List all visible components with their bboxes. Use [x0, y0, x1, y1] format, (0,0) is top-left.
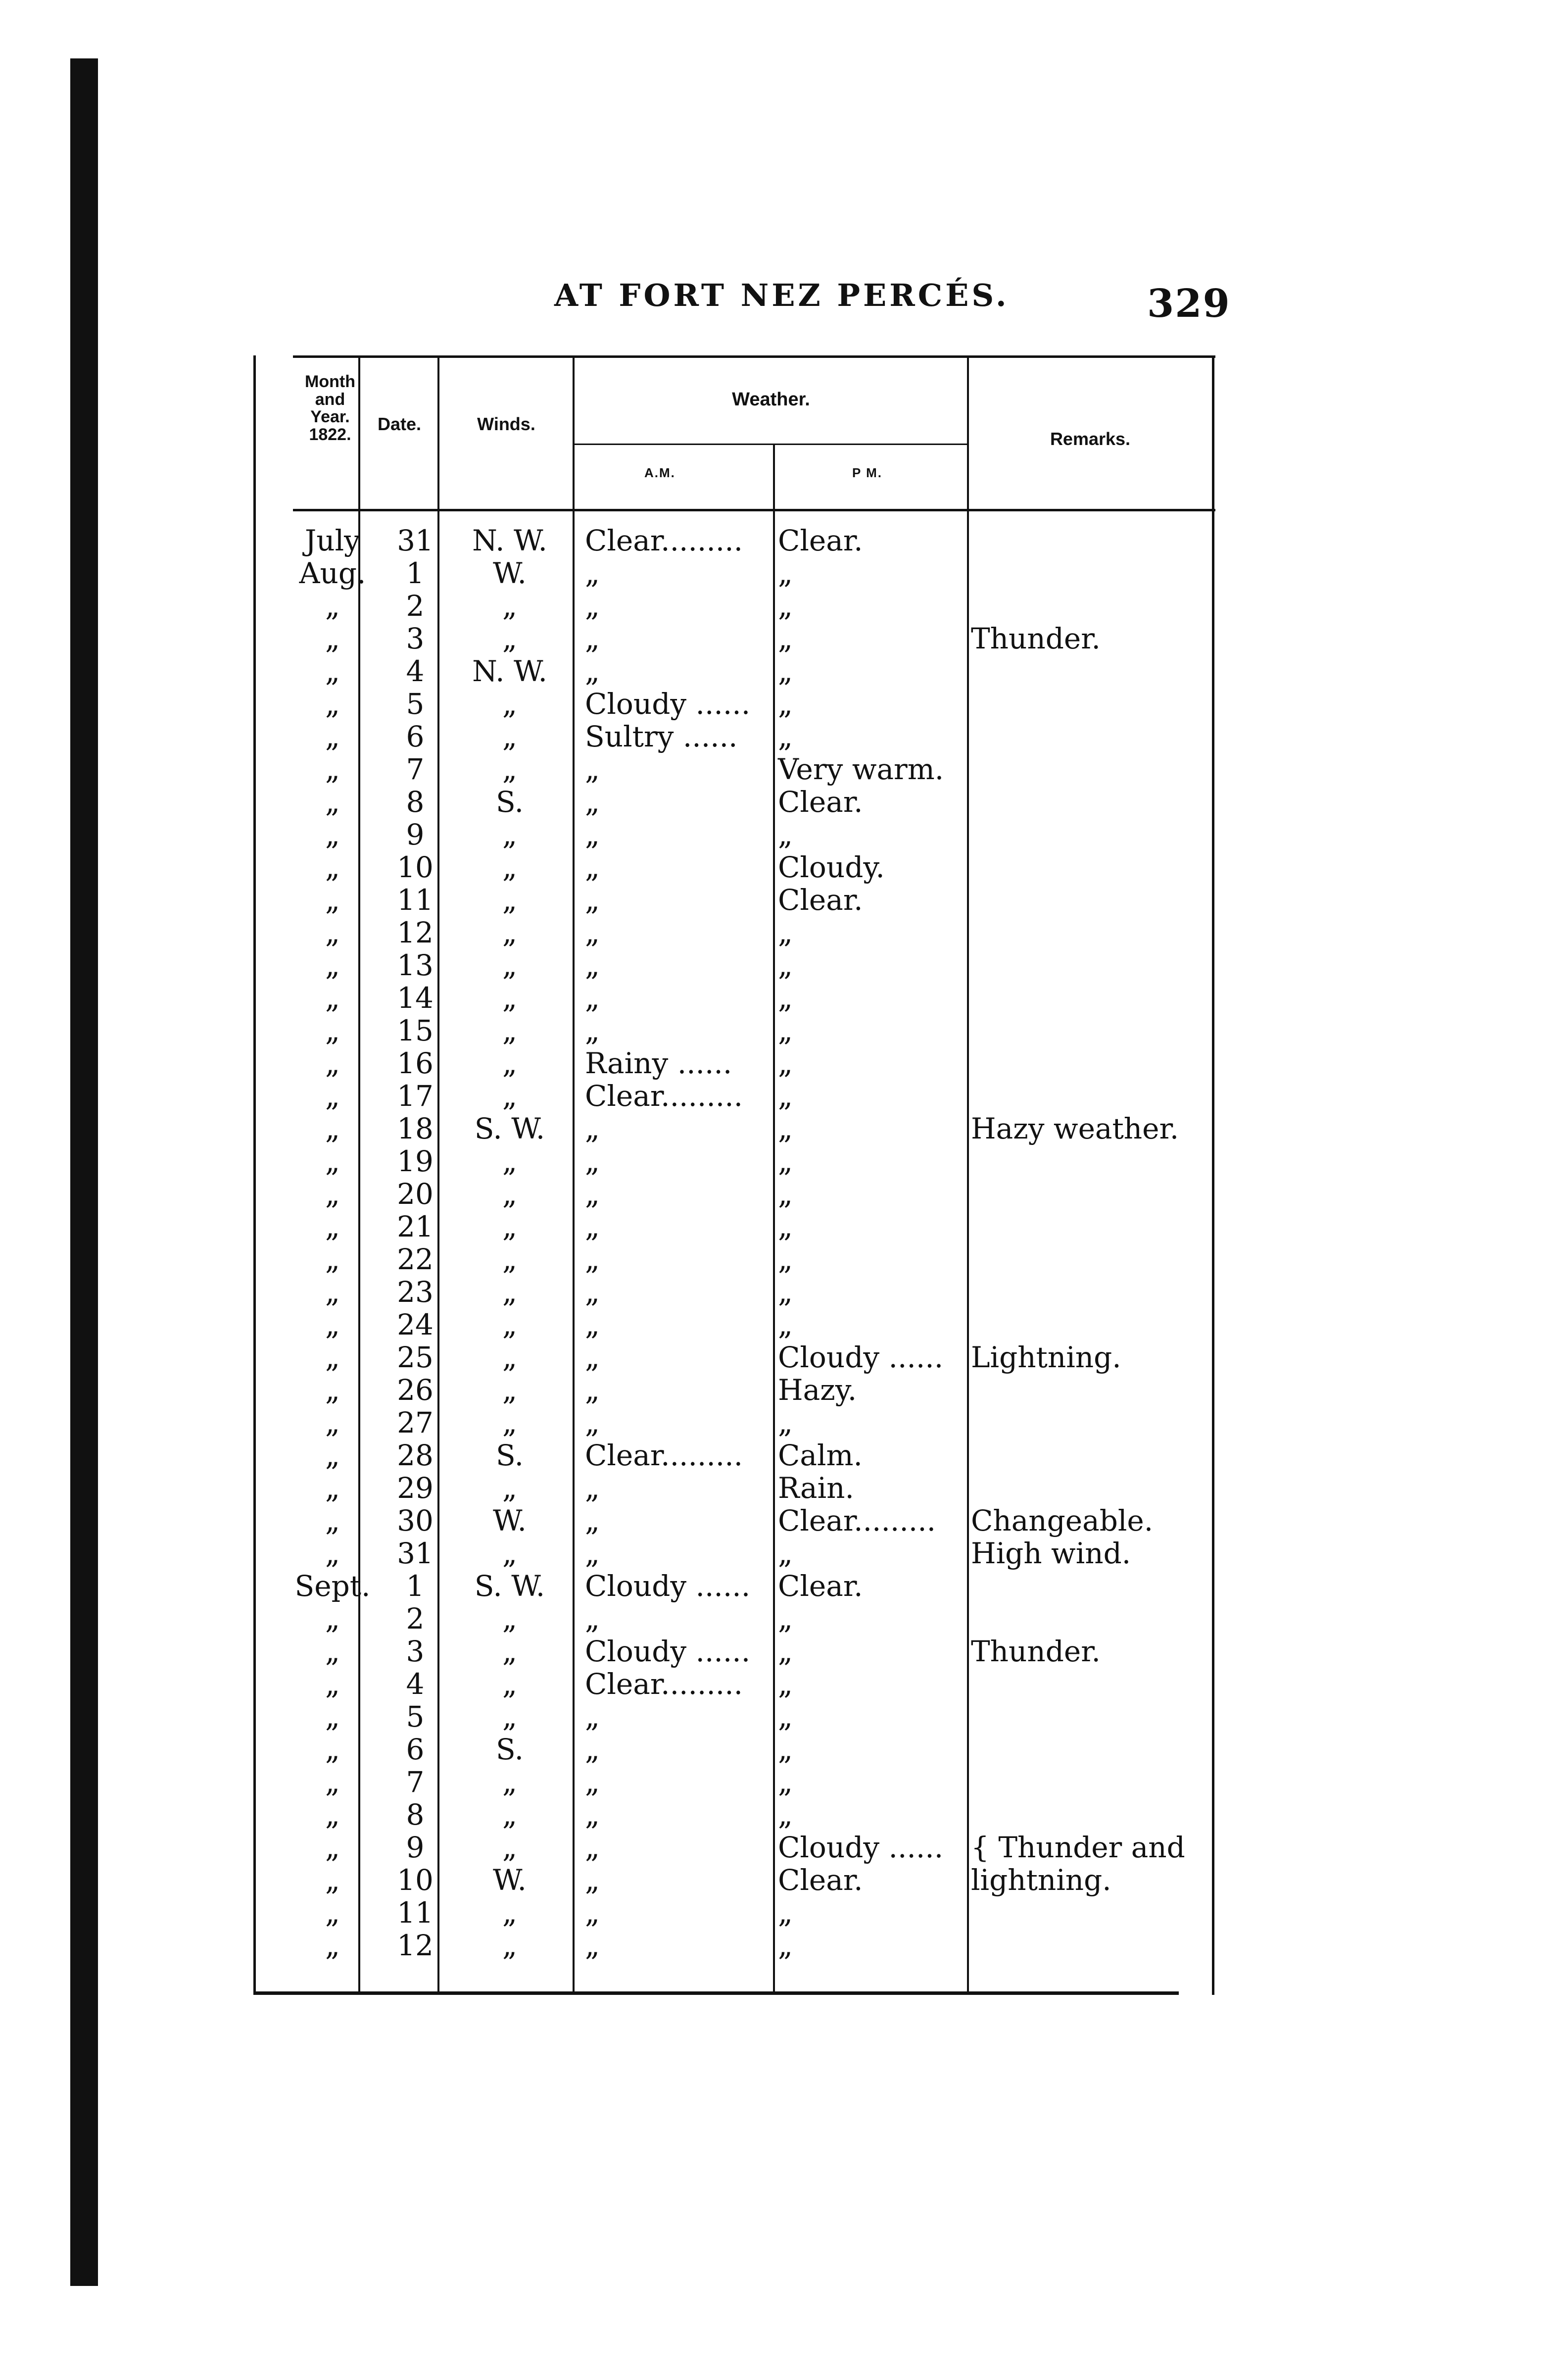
month-cell: „ [325, 1340, 340, 1374]
table-row [253, 1896, 1215, 1928]
wind-cell: S. [495, 1438, 524, 1472]
remark-cell: Changeable. [971, 1504, 1154, 1537]
wind-cell: „ [502, 1537, 518, 1570]
date-cell: 21 [397, 1210, 434, 1243]
wind-cell: „ [502, 1177, 518, 1211]
pm-weather-cell: Hazy. [778, 1373, 857, 1407]
table-row [253, 1308, 1215, 1339]
am-weather-cell: „ [585, 654, 600, 688]
month-cell: „ [325, 589, 340, 623]
month-cell: „ [325, 1733, 340, 1766]
remark-cell: Thunder. [971, 1635, 1101, 1668]
am-weather-cell: „ [585, 1308, 600, 1341]
pm-weather-cell: „ [778, 916, 793, 949]
wind-cell: „ [502, 1896, 518, 1930]
remark-cell: { Thunder and [971, 1831, 1185, 1864]
date-cell: 2 [406, 1602, 425, 1636]
wind-cell: S. [495, 785, 524, 819]
month-cell: „ [325, 1635, 340, 1668]
am-weather-cell: „ [585, 1798, 600, 1832]
month-cell: „ [325, 1177, 340, 1211]
month-cell: „ [325, 1700, 340, 1734]
table-row [253, 1177, 1215, 1209]
am-weather-cell: „ [585, 1471, 600, 1505]
wind-cell: „ [502, 818, 518, 851]
am-weather-cell: „ [585, 1765, 600, 1799]
am-weather-cell: „ [585, 981, 600, 1015]
pm-weather-cell: „ [778, 622, 793, 655]
am-weather-cell: Cloudy ...... [585, 1569, 751, 1603]
table-row [253, 687, 1215, 719]
month-cell: „ [325, 1831, 340, 1864]
pm-weather-cell: „ [778, 1014, 793, 1047]
remark-cell: Hazy weather. [971, 1112, 1179, 1145]
am-weather-cell: „ [585, 883, 600, 917]
am-weather-cell: „ [585, 1242, 600, 1276]
remark-cell: High wind. [971, 1537, 1131, 1570]
pm-weather-cell: Cloudy. [778, 850, 885, 884]
am-weather-cell: Clear......... [585, 524, 743, 557]
date-cell: 8 [406, 1798, 425, 1832]
month-cell: „ [325, 850, 340, 884]
table-row [253, 589, 1215, 621]
pm-weather-cell: „ [778, 1667, 793, 1701]
month-cell: „ [325, 622, 340, 655]
date-cell: 6 [406, 1733, 425, 1766]
month-cell: „ [325, 1210, 340, 1243]
month-cell: „ [325, 1112, 340, 1145]
pm-weather-cell: „ [778, 556, 793, 590]
month-cell: „ [325, 1929, 340, 1962]
running-head: AT FORT NEZ PERCÉS. [554, 277, 1010, 313]
date-cell: 15 [397, 1014, 434, 1047]
date-cell: 29 [397, 1471, 434, 1505]
page-number: 329 [1147, 281, 1231, 326]
wind-cell: „ [502, 1144, 518, 1178]
table-row [253, 524, 1215, 555]
month-cell: „ [325, 1471, 340, 1505]
month-cell: „ [325, 720, 340, 753]
table-row [253, 948, 1215, 980]
date-cell: 10 [397, 850, 434, 884]
am-weather-cell: Clear......... [585, 1667, 743, 1701]
month-cell: July [305, 524, 360, 557]
table-row [253, 1863, 1215, 1895]
pm-weather-cell: „ [778, 1602, 793, 1636]
table-row [253, 1373, 1215, 1405]
pm-weather-cell: „ [778, 1635, 793, 1668]
pm-weather-cell: „ [778, 687, 793, 721]
table-row [253, 1569, 1215, 1601]
date-cell: 4 [406, 654, 425, 688]
header-am: A.M. [644, 465, 675, 480]
date-cell: 16 [397, 1046, 434, 1080]
date-cell: 14 [397, 981, 434, 1015]
date-cell: 28 [397, 1438, 434, 1472]
wind-cell: „ [502, 1471, 518, 1505]
pm-weather-cell: „ [778, 1308, 793, 1341]
remark-cell: Lightning. [971, 1340, 1121, 1374]
table-row [253, 1635, 1215, 1666]
date-cell: 9 [406, 1831, 425, 1864]
month-cell: „ [325, 818, 340, 851]
date-cell: 12 [397, 1929, 434, 1962]
pm-weather-cell: Rain. [778, 1471, 854, 1505]
month-cell: „ [325, 1896, 340, 1930]
month-cell: „ [325, 687, 340, 721]
header-month: Month and Year. 1822. [305, 372, 355, 445]
month-cell: „ [325, 1602, 340, 1636]
am-weather-cell: Clear......... [585, 1079, 743, 1113]
date-cell: 20 [397, 1177, 434, 1211]
wind-cell: „ [502, 1831, 518, 1864]
pm-weather-cell: „ [778, 1733, 793, 1766]
wind-cell: S. [495, 1733, 524, 1766]
month-cell: „ [325, 1242, 340, 1276]
weather-table [253, 355, 1215, 1995]
wind-cell: „ [502, 622, 518, 655]
am-weather-cell: „ [585, 1112, 600, 1145]
pm-weather-cell: „ [778, 1765, 793, 1799]
pm-weather-cell: Clear......... [778, 1504, 936, 1537]
wind-cell: „ [502, 1079, 518, 1113]
pm-weather-cell: „ [778, 981, 793, 1015]
month-cell: „ [325, 948, 340, 982]
table-row [253, 1210, 1215, 1241]
wind-cell: „ [502, 1765, 518, 1799]
date-cell: 27 [397, 1406, 434, 1439]
table-row [253, 883, 1215, 915]
header-weather: Weather. [732, 389, 810, 410]
pm-weather-cell: Clear. [778, 1863, 863, 1897]
table-row [253, 916, 1215, 947]
table-row [253, 720, 1215, 751]
am-weather-cell: „ [585, 850, 600, 884]
am-weather-cell: „ [585, 1406, 600, 1439]
pm-weather-cell: Very warm. [778, 752, 944, 786]
table-row [253, 1602, 1215, 1634]
am-weather-cell: „ [585, 589, 600, 623]
table-row [253, 1667, 1215, 1699]
month-cell: „ [325, 1765, 340, 1799]
date-cell: 23 [397, 1275, 434, 1309]
table-row [253, 1733, 1215, 1764]
am-weather-cell: „ [585, 622, 600, 655]
pm-weather-cell: „ [778, 1144, 793, 1178]
pm-weather-cell: „ [778, 1177, 793, 1211]
pm-weather-cell: „ [778, 1700, 793, 1734]
header-pm: P M. [852, 465, 882, 480]
table-row [253, 1504, 1215, 1536]
date-cell: 31 [397, 524, 434, 557]
am-weather-cell: „ [585, 948, 600, 982]
table-row [253, 818, 1215, 849]
month-cell: „ [325, 1537, 340, 1570]
wind-cell: W. [493, 1863, 527, 1897]
month-cell: „ [325, 1504, 340, 1537]
table-row [253, 1014, 1215, 1045]
wind-cell: W. [493, 1504, 527, 1537]
remark-cell: lightning. [971, 1863, 1111, 1897]
wind-cell: „ [502, 883, 518, 917]
date-cell: 22 [397, 1242, 434, 1276]
pm-weather-cell: „ [778, 1275, 793, 1309]
wind-cell: „ [502, 1014, 518, 1047]
table-body [253, 524, 1215, 1990]
table-row [253, 1929, 1215, 1960]
wind-cell: W. [493, 556, 527, 590]
wind-cell: „ [502, 850, 518, 884]
wind-cell: „ [502, 1242, 518, 1276]
wind-cell: „ [502, 589, 518, 623]
pm-weather-cell: Clear. [778, 785, 863, 819]
date-cell: 9 [406, 818, 425, 851]
month-cell: „ [325, 1667, 340, 1701]
table-top-rule [293, 355, 1215, 358]
date-cell: 7 [406, 1765, 425, 1799]
wind-cell: S. W. [474, 1112, 545, 1145]
month-cell: „ [325, 1438, 340, 1472]
date-cell: 19 [397, 1144, 434, 1178]
wind-cell: „ [502, 1635, 518, 1668]
date-cell: 3 [406, 622, 425, 655]
am-weather-cell: „ [585, 1831, 600, 1864]
table-row [253, 1438, 1215, 1470]
am-weather-cell: „ [585, 1504, 600, 1537]
table-row [253, 654, 1215, 686]
weather-subheader-rule [573, 444, 968, 445]
date-cell: 25 [397, 1340, 434, 1374]
table-row [253, 1112, 1215, 1143]
wind-cell: „ [502, 981, 518, 1015]
pm-weather-cell: Clear. [778, 524, 863, 557]
month-cell: „ [325, 1798, 340, 1832]
wind-cell: N. W. [472, 524, 547, 557]
am-weather-cell: „ [585, 1602, 600, 1636]
remark-cell: Thunder. [971, 622, 1101, 655]
pm-weather-cell: „ [778, 818, 793, 851]
header-date: Date. [377, 414, 422, 434]
wind-cell: „ [502, 687, 518, 721]
month-cell: „ [325, 1144, 340, 1178]
header-remarks: Remarks. [1050, 429, 1131, 449]
pm-weather-cell: Clear. [778, 1569, 863, 1603]
date-cell: 12 [397, 916, 434, 949]
date-cell: 31 [397, 1537, 434, 1570]
table-row [253, 1242, 1215, 1274]
wind-cell: „ [502, 1340, 518, 1374]
month-cell: „ [325, 981, 340, 1015]
date-cell: 5 [406, 1700, 425, 1734]
date-cell: 17 [397, 1079, 434, 1113]
pm-weather-cell: „ [778, 1242, 793, 1276]
month-cell: Sept. [294, 1569, 371, 1603]
am-weather-cell: „ [585, 818, 600, 851]
pm-weather-cell: „ [778, 1112, 793, 1145]
month-cell: „ [325, 654, 340, 688]
wind-cell: „ [502, 1798, 518, 1832]
month-cell: „ [325, 1014, 340, 1047]
wind-cell: „ [502, 1929, 518, 1962]
month-cell: „ [325, 1863, 340, 1897]
date-cell: 11 [397, 883, 434, 917]
month-cell: „ [325, 916, 340, 949]
table-row [253, 1765, 1215, 1797]
date-cell: 10 [397, 1863, 434, 1897]
am-weather-cell: „ [585, 1177, 600, 1211]
table-row [253, 1537, 1215, 1568]
binding-shadow [70, 58, 98, 2286]
am-weather-cell: „ [585, 752, 600, 786]
wind-cell: „ [502, 1373, 518, 1407]
month-cell: „ [325, 1373, 340, 1407]
am-weather-cell: Cloudy ...... [585, 1635, 751, 1668]
wind-cell: S. W. [474, 1569, 545, 1603]
table-row [253, 556, 1215, 588]
wind-cell: „ [502, 916, 518, 949]
am-weather-cell: Cloudy ...... [585, 687, 751, 721]
month-cell: „ [325, 1308, 340, 1341]
table-row [253, 1831, 1215, 1862]
table-row [253, 981, 1215, 1013]
pm-weather-cell: „ [778, 589, 793, 623]
table-row [253, 622, 1215, 653]
date-cell: 1 [406, 556, 425, 590]
am-weather-cell: „ [585, 1373, 600, 1407]
am-weather-cell: „ [585, 556, 600, 590]
am-weather-cell: „ [585, 1700, 600, 1734]
pm-weather-cell: „ [778, 1079, 793, 1113]
am-weather-cell: „ [585, 1275, 600, 1309]
date-cell: 6 [406, 720, 425, 753]
table-row [253, 1275, 1215, 1307]
date-cell: 11 [397, 1896, 434, 1930]
table-row [253, 1340, 1215, 1372]
pm-weather-cell: „ [778, 654, 793, 688]
wind-cell: „ [502, 1406, 518, 1439]
am-weather-cell: „ [585, 1929, 600, 1962]
month-cell: „ [325, 752, 340, 786]
am-weather-cell: Clear......... [585, 1438, 743, 1472]
table-row [253, 1079, 1215, 1111]
am-weather-cell: Rainy ...... [585, 1046, 732, 1080]
am-weather-cell: „ [585, 1896, 600, 1930]
pm-weather-cell: „ [778, 1537, 793, 1570]
date-cell: 4 [406, 1667, 425, 1701]
am-weather-cell: „ [585, 1144, 600, 1178]
table-row [253, 1471, 1215, 1503]
date-cell: 18 [397, 1112, 434, 1145]
am-weather-cell: „ [585, 916, 600, 949]
date-cell: 7 [406, 752, 425, 786]
date-cell: 13 [397, 948, 434, 982]
table-row [253, 1700, 1215, 1732]
month-cell: „ [325, 1046, 340, 1080]
am-weather-cell: „ [585, 1733, 600, 1766]
wind-cell: „ [502, 752, 518, 786]
pm-weather-cell: „ [778, 1896, 793, 1930]
am-weather-cell: „ [585, 785, 600, 819]
wind-cell: „ [502, 1602, 518, 1636]
am-weather-cell: „ [585, 1340, 600, 1374]
wind-cell: „ [502, 1275, 518, 1309]
wind-cell: „ [502, 1308, 518, 1341]
month-cell: „ [325, 1275, 340, 1309]
date-cell: 3 [406, 1635, 425, 1668]
header-winds: Winds. [477, 414, 535, 434]
pm-weather-cell: „ [778, 1210, 793, 1243]
table-row [253, 850, 1215, 882]
header-bottom-rule [293, 509, 1215, 511]
month-cell: „ [325, 1079, 340, 1113]
wind-cell: „ [502, 1046, 518, 1080]
wind-cell: „ [502, 1667, 518, 1701]
pm-weather-cell: „ [778, 720, 793, 753]
date-cell: 26 [397, 1373, 434, 1407]
wind-cell: „ [502, 720, 518, 753]
pm-weather-cell: Clear. [778, 883, 863, 917]
date-cell: 8 [406, 785, 425, 819]
date-cell: 1 [406, 1569, 425, 1603]
table-row [253, 1798, 1215, 1830]
wind-cell: „ [502, 1700, 518, 1734]
pm-weather-cell: Calm. [778, 1438, 863, 1472]
date-cell: 24 [397, 1308, 434, 1341]
table-row [253, 752, 1215, 784]
month-cell: „ [325, 1406, 340, 1439]
month-cell: „ [325, 883, 340, 917]
table-bottom-rule [253, 1991, 1179, 1995]
table-row [253, 1144, 1215, 1176]
pm-weather-cell: „ [778, 948, 793, 982]
am-weather-cell: Sultry ...... [585, 720, 738, 753]
am-weather-cell: „ [585, 1863, 600, 1897]
date-cell: 30 [397, 1504, 434, 1537]
pm-weather-cell: Cloudy ...... [778, 1831, 944, 1864]
date-cell: 2 [406, 589, 425, 623]
wind-cell: „ [502, 1210, 518, 1243]
pm-weather-cell: „ [778, 1929, 793, 1962]
pm-weather-cell: „ [778, 1798, 793, 1832]
pm-weather-cell: „ [778, 1406, 793, 1439]
pm-weather-cell: „ [778, 1046, 793, 1080]
date-cell: 5 [406, 687, 425, 721]
wind-cell: N. W. [472, 654, 547, 688]
table-row [253, 1406, 1215, 1438]
table-row [253, 1046, 1215, 1078]
am-weather-cell: „ [585, 1537, 600, 1570]
am-weather-cell: „ [585, 1210, 600, 1243]
month-cell: „ [325, 785, 340, 819]
am-weather-cell: „ [585, 1014, 600, 1047]
pm-weather-cell: Cloudy ...... [778, 1340, 944, 1374]
month-cell: Aug. [299, 556, 366, 590]
table-row [253, 785, 1215, 817]
wind-cell: „ [502, 948, 518, 982]
